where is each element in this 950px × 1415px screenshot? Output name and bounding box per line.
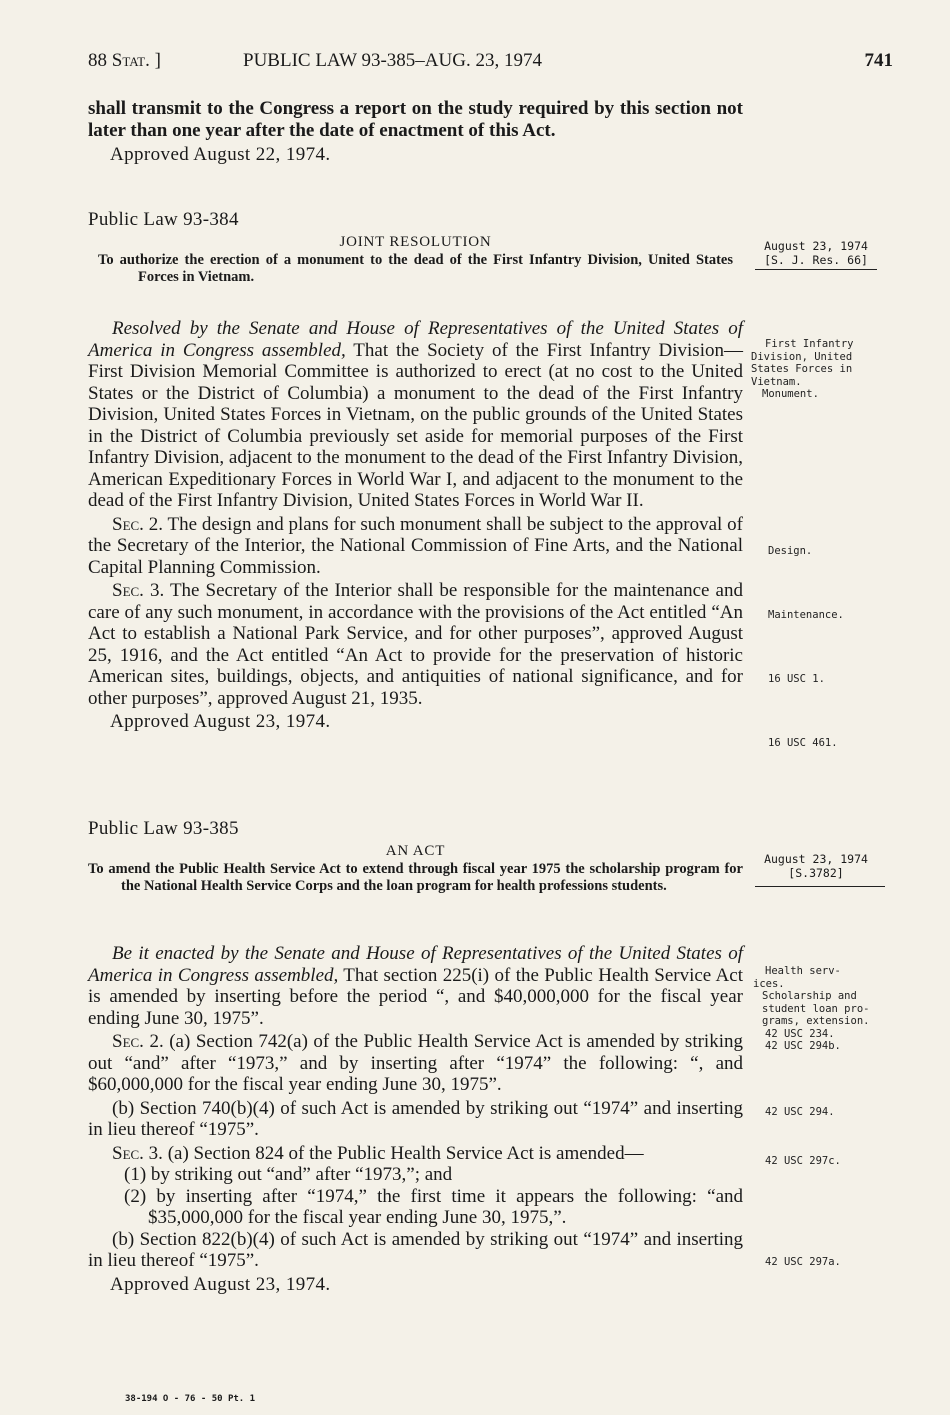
- resolving-clause-italic: Resolved by the Senate and House of Representatives of the United States of America in Congress assembled,: [88, 318, 743, 361]
- usc-citation-note: 16 USC 461.: [768, 737, 838, 749]
- enactment-date: August 23, 1974: [764, 239, 868, 253]
- running-header: [88, 50, 893, 80]
- note-line: Division, United: [751, 350, 853, 363]
- public-law-93-384: [88, 209, 743, 286]
- topic-note: [753, 965, 870, 1053]
- note-line: student loan pro-: [762, 1002, 870, 1015]
- section-label: Sec. 3.: [112, 1142, 163, 1164]
- note-line: 42 USC 294b.: [765, 1040, 841, 1052]
- section-text: (a) Section 824 of the Public Health Service Act is amended—: [162, 1142, 644, 1164]
- law-purpose: To authorize the erection of a monument to the dead of the First Infantry Division, United States Forces in Vietnam.: [98, 252, 733, 285]
- page-number: 741: [864, 50, 893, 71]
- law-heading: Public Law 93-384: [88, 209, 239, 230]
- note-line: Monument.: [762, 388, 819, 400]
- usc-citation-note: 42 USC 297c.: [765, 1155, 841, 1167]
- note-line: Scholarship and: [762, 990, 857, 1002]
- approval-date: Approved August 22, 1974.: [110, 144, 331, 165]
- note-line: Health serv-: [765, 965, 841, 977]
- topic-note: [751, 338, 854, 401]
- usc-citation-note: 42 USC 294.: [765, 1106, 835, 1118]
- note-line: First Infantry: [765, 338, 854, 350]
- printing-code: 38-194 O - 76 - 50 Pt. 1: [125, 1394, 256, 1404]
- note-line: grams, extension.: [762, 1015, 870, 1027]
- public-law-93-385: [88, 818, 743, 895]
- margin-rule: [755, 886, 885, 887]
- bill-number: [S.3782]: [788, 866, 844, 880]
- maintenance-note: Maintenance.: [768, 609, 844, 621]
- section-2: [88, 514, 743, 579]
- resolving-clause-text: That the Society of the First Infantry Division—First Division Memorial Committee is authorized to erect (at no cost to the United States or the District of Columbia) a monument to the dead of the First Infantry Division, United States Forces in Vietnam, on the public grounds of the United States in the District of Columbia previously set aside for memorial purposes of the First Infantry Division, adjacent to the monument to the dead of the First Infantry Division, American Expeditionary Forces in World War I, and adjacent to the monument to the dead of the First Infantry Division, United States Forces in World War II.: [88, 339, 743, 511]
- section-text: (a) Section 742(a) of the Public Health Service Act is amended by striking out “and” after “1973,” and by inserting after “1974” the following: “, and $60,000,000 for the fiscal year ending June 30, 1975”.: [88, 1031, 743, 1095]
- section-3b: (b) Section 822(b)(4) of such Act is amended by striking out “1974” and inserting in lieu thereof “1975”.: [88, 1228, 743, 1271]
- design-note: Design.: [768, 545, 813, 557]
- enactment-date-note: [755, 852, 877, 880]
- amendment-item-1: (1) by striking out “and” after “1973,”; and: [124, 1164, 453, 1185]
- continuation-text: shall transmit to the Congress a report on the study required by this section not later than one year after the date of enactment of this Act.: [88, 98, 743, 141]
- section-2b: (b) Section 740(b)(4) of such Act is amended by striking out “1974” and inserting in lieu thereof “1975”.: [88, 1097, 743, 1140]
- enacting-clause-italic: Be it enacted by the Senate and House of Representatives of the United States of America in Congress assembled,: [88, 943, 743, 986]
- bill-number: [S. J. Res. 66]: [764, 253, 868, 267]
- enactment-date: August 23, 1974: [764, 852, 868, 866]
- statute-volume: 88 Stat. ]: [88, 50, 161, 71]
- note-line: 42 USC 234.: [765, 1027, 835, 1040]
- usc-citation-note: 16 USC 1.: [768, 673, 825, 685]
- section-3a: [88, 1143, 743, 1165]
- section-label: Sec. 3.: [112, 580, 165, 601]
- previous-law-continuation: [88, 98, 743, 166]
- resolving-clause: [88, 318, 743, 512]
- section-2a: [88, 1031, 743, 1096]
- document-type: JOINT RESOLUTION: [339, 234, 492, 250]
- act-body: [88, 943, 743, 1296]
- section-label: Sec. 2.: [112, 513, 163, 535]
- usc-citation-note: 42 USC 297a.: [765, 1256, 841, 1268]
- section-label: Sec. 2.: [112, 1031, 164, 1052]
- approval-date: Approved August 23, 1974.: [110, 1273, 331, 1295]
- law-heading: Public Law 93-385: [88, 818, 239, 839]
- enacting-clause: [88, 943, 743, 1029]
- section-3: [88, 580, 743, 709]
- margin-rule: [755, 269, 877, 270]
- amendment-item-2: (2) by inserting after “1974,” the first time it appears the following: “and $35,000,000 for the fiscal year ending June 30, 1975,”.: [124, 1185, 743, 1228]
- section-text: The design and plans for such monument shall be subject to the approval of the Secretary of the Interior, the National Commission of Fine Arts, and the National Capital Planning Commission.: [88, 513, 743, 578]
- enactment-date-note: [755, 239, 877, 270]
- approval-date: Approved August 23, 1974.: [110, 711, 331, 732]
- joint-resolution-body: [88, 318, 743, 733]
- note-line: Vietnam.: [751, 375, 802, 388]
- enacting-clause-text: That section 225(i) of the Public Health Service Act is amended by inserting before the period “, and $40,000,000 for the fiscal year ending June 30, 1975”.: [88, 964, 743, 1029]
- section-text: The Secretary of the Interior shall be responsible for the maintenance and care of any such monument, in accordance with the provisions of the Act entitled “An Act to establish a National Park Service, and for other purposes”, approved August 25, 1916, and the Act entitled “An Act to provide for the preservation of historic American sites, buildings, objects, and antiquities of national significance, and for other purposes”, approved August 21, 1935.: [88, 580, 743, 709]
- running-title: PUBLIC LAW 93-385–AUG. 23, 1974: [243, 50, 542, 71]
- note-line: ices.: [753, 977, 785, 990]
- law-purpose: To amend the Public Health Service Act to extend through fiscal year 1975 the scholarship program for the National Health Service Corps and the loan program for health professions students.: [88, 861, 743, 894]
- document-type: AN ACT: [385, 843, 446, 859]
- note-line: States Forces in: [751, 363, 853, 375]
